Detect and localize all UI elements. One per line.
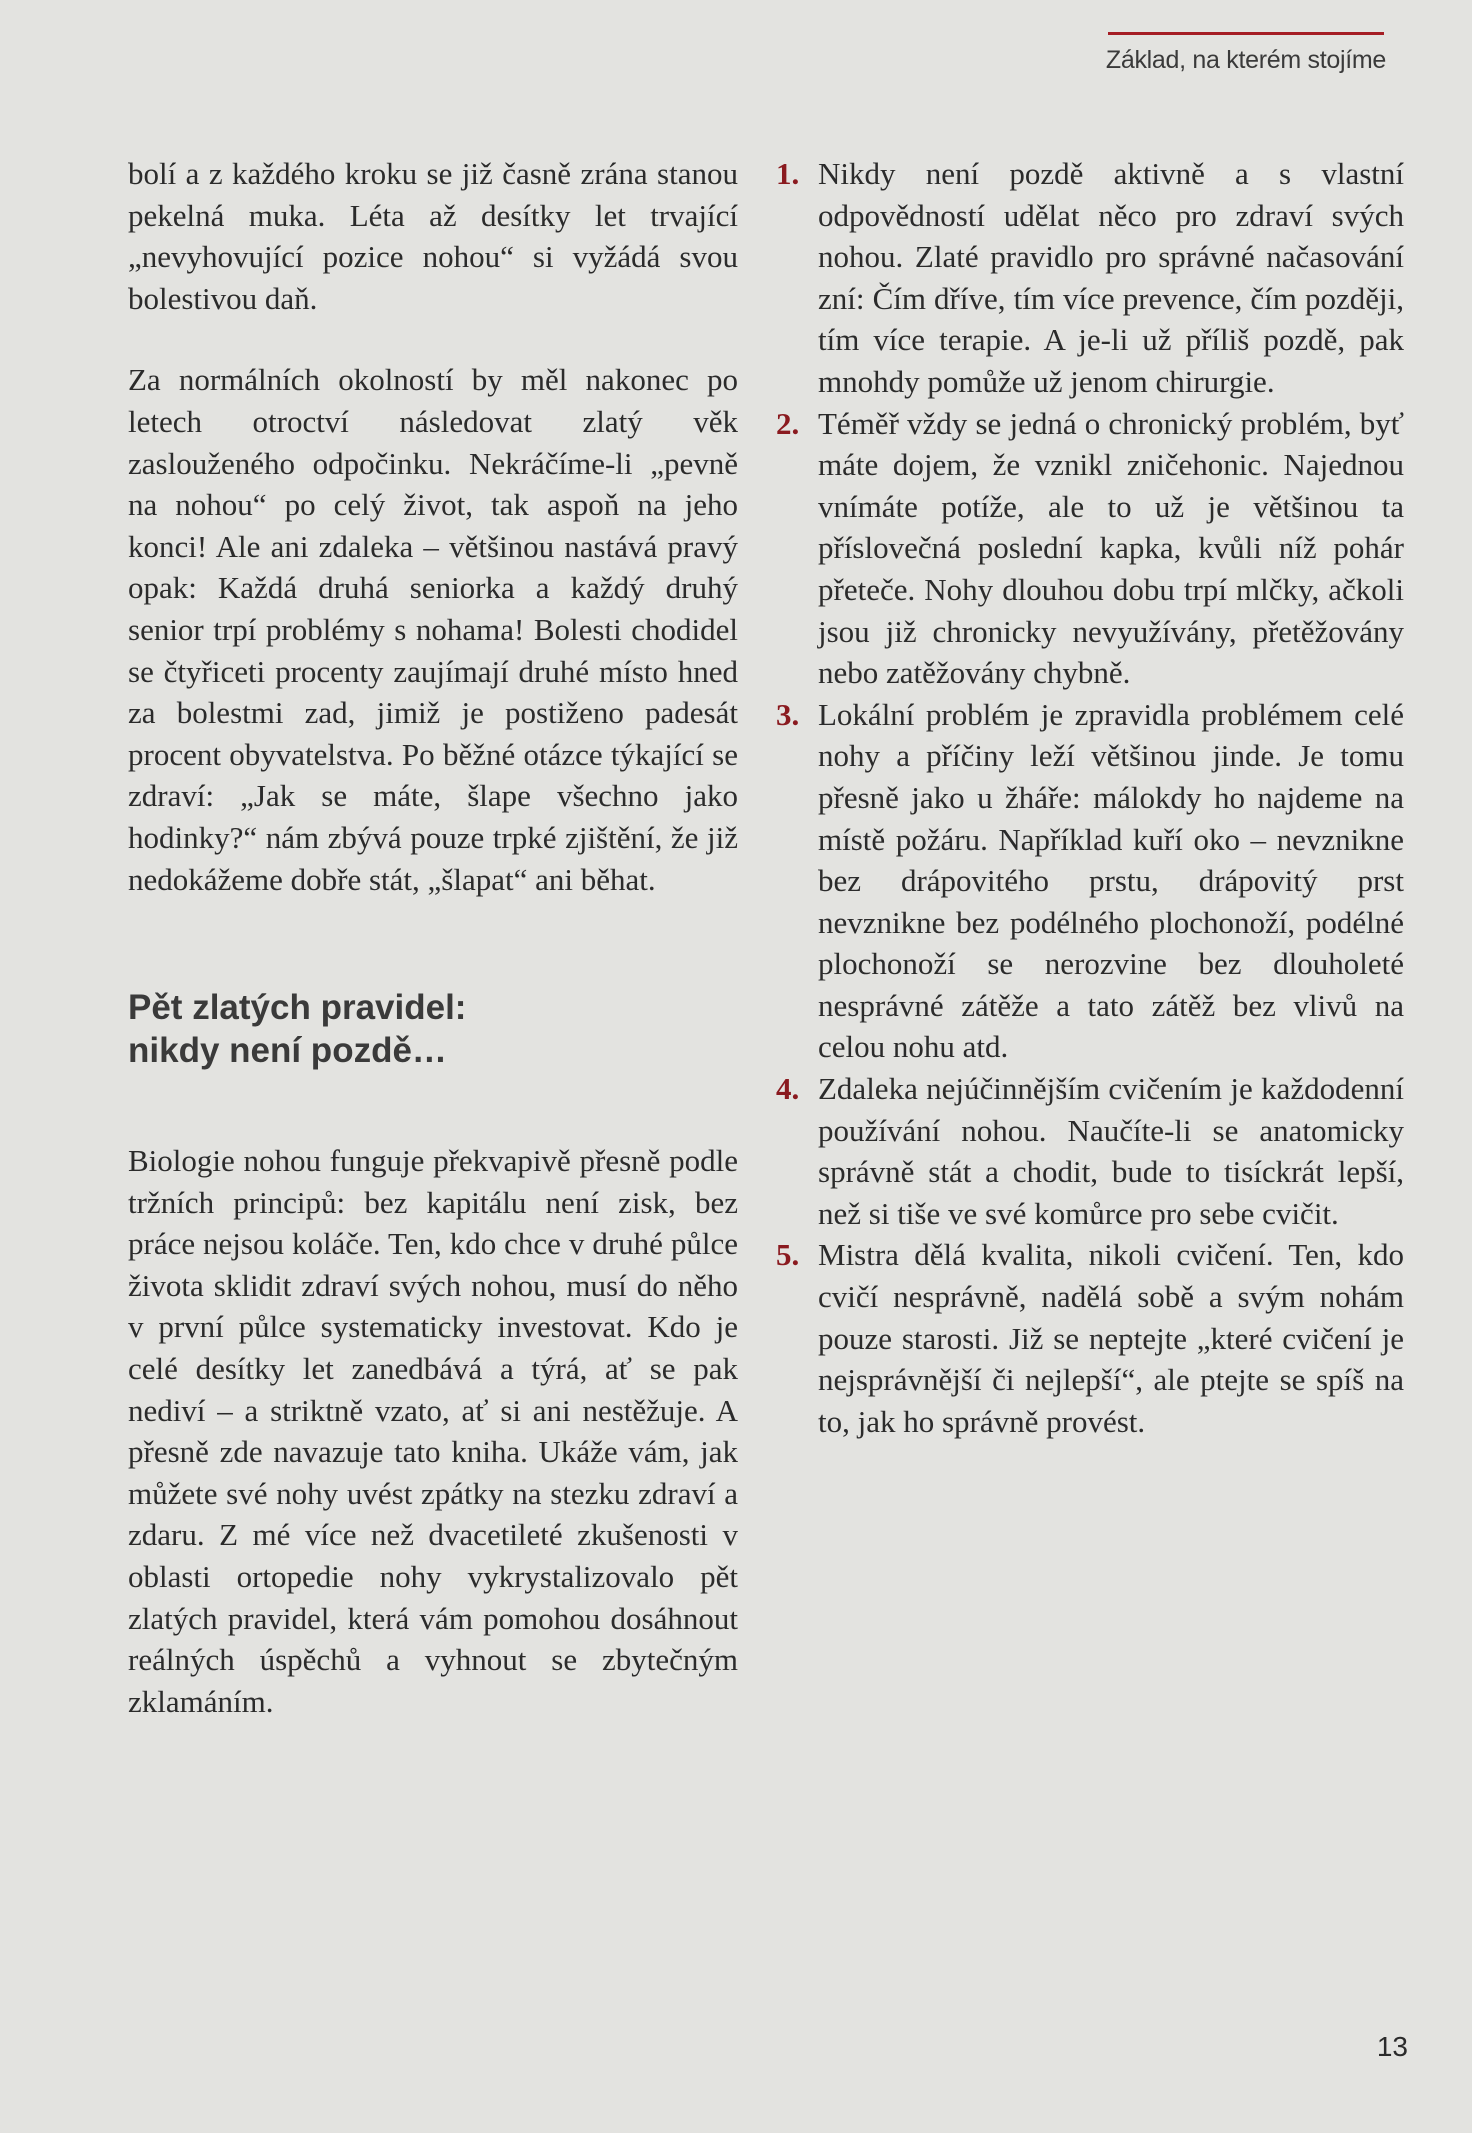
rule-number: 3. bbox=[776, 696, 800, 732]
rule-item-5 bbox=[776, 1234, 1404, 1442]
paragraph-biology: Biologie nohou funguje překvapivě přesně podle tržních principů: bez kapitálu není zisk, bez práce nejsou koláče. Ten, kdo chce v druhé půlce života sklidit zdraví svých nohou, musí do něho v první půlce systematicky investovat. Kdo je celé desítky let zanedbává a týrá, ať se pak nediví – a striktně vzato, ať si ani nestěžuje. A přesně zde navazuje tato kniha. Ukáže vám, jak můžete své nohy uvést zpátky na stezku zdraví a zdaru. Z mé více než dvacetileté zkušenosti v oblasti ortopedie nohy vykrystalizovalo pět zlatých pravidel, která vám pomohou dosáhnout reálných úspěchů a vyhnout se zbytečným zklamáním. bbox=[128, 1143, 738, 1719]
paragraph-continuation: bolí a z každého kroku se již časně zrána stanou pekelná muka. Léta až desítky let trvající „nevyhovující pozice nohou“ si vyžádá svou bolestivou daň. bbox=[128, 156, 738, 316]
rule-item-2 bbox=[776, 403, 1404, 694]
section-heading bbox=[128, 986, 738, 1072]
rule-number: 1. bbox=[776, 156, 800, 191]
rule-number: 2. bbox=[776, 405, 800, 441]
rule-text: Nikdy není pozdě aktivně a s vlastní odpovědností udělat něco pro zdraví svých nohou. Zlaté pravidlo pro správné načasování zní: Čím dříve, tím více prevence, čím později, tím více terapie. A je-li už příliš pozdě, pak mnohdy pomůže už jenom chirurgie. bbox=[818, 156, 1404, 399]
rule-text: Téměř vždy se jedná o chronický problém, byť máte dojem, že vznikl zničehonic. Najednou vnímáte potíže, ale to už je většinou ta příslovečná poslední kapka, kvůli níž pohár přeteče. Nohy dlouhou dobu trpí mlčky, ačkoli jsou již chronicky nevyužívány, přetěžovány nebo zatěžovány chybně. bbox=[818, 405, 1404, 691]
section-heading-line-2: nikdy není pozdě… bbox=[128, 1031, 447, 1071]
left-column bbox=[128, 153, 738, 1722]
rule-item-3 bbox=[776, 694, 1404, 1068]
golden-rules-list bbox=[776, 153, 1404, 1442]
running-head: Základ, na kterém stojíme bbox=[1105, 46, 1386, 74]
paragraph-retirement: Za normálních okolností by měl nakonec po letech otroctví následovat zlatý věk zaslouženého odpočinku. Nekráčíme-li „pevně na nohou“ po celý život, tak aspoň na jeho konci! Ale ani zdaleka – většinou nastává pravý opak: Každá druhá seniorka a každý druhý senior trpí problémy s nohama! Bolesti chodidel se čtyřiceti procenty zaujímají druhé místo hned za bolestmi zad, jimiž je postiženo padesát procent obyvatelstva. Po běžné otázce týkající se zdraví: „Jak se máte, šlape všechno jako hodinky?“ nám zbývá pouze trpké zjištění, že již nedokážeme dobře stát, „šlapat“ ani běhat. bbox=[128, 362, 738, 897]
section-heading-line-1: Pět zlatých pravidel: bbox=[128, 988, 467, 1028]
header-rule bbox=[1108, 32, 1384, 35]
rule-text: Lokální problém je zpravidla problémem celé nohy a příčiny leží většinou jinde. Je tomu přesně jako u žháře: málokdy ho najdeme na místě požáru. Například kuří oko – nevznikne bez drápovitého prstu, drápovitý prst nevznikne bez podélného plochonoží, podélné plochonoží se nerozvine bez dlouholeté nesprávné zátěže a tato zátěž bez vlivů na celou nohu atd. bbox=[818, 696, 1404, 1065]
rule-text: Zdaleka nejúčinnějším cvičením je každodenní používání nohou. Naučíte-li se anatomicky správně stát a chodit, bude to tisíckrát lepší, než si tiše ve své komůrce pro sebe cvičit. bbox=[818, 1071, 1404, 1231]
right-column bbox=[776, 153, 1404, 1442]
page-number: 13 bbox=[1376, 2031, 1408, 2062]
rule-item-1 bbox=[776, 153, 1404, 403]
rule-text: Mistra dělá kvalita, nikoli cvičení. Ten, kdo cvičí nesprávně, nadělá sobě a svým nohám pouze starosti. Již se neptejte „které cvičení je nejsprávnější či nejlepší“, ale ptejte se spíš na to, jak ho správně provést. bbox=[818, 1237, 1404, 1439]
rule-number: 5. bbox=[776, 1237, 800, 1273]
rule-item-4 bbox=[776, 1068, 1404, 1234]
rule-number: 4. bbox=[776, 1071, 800, 1107]
